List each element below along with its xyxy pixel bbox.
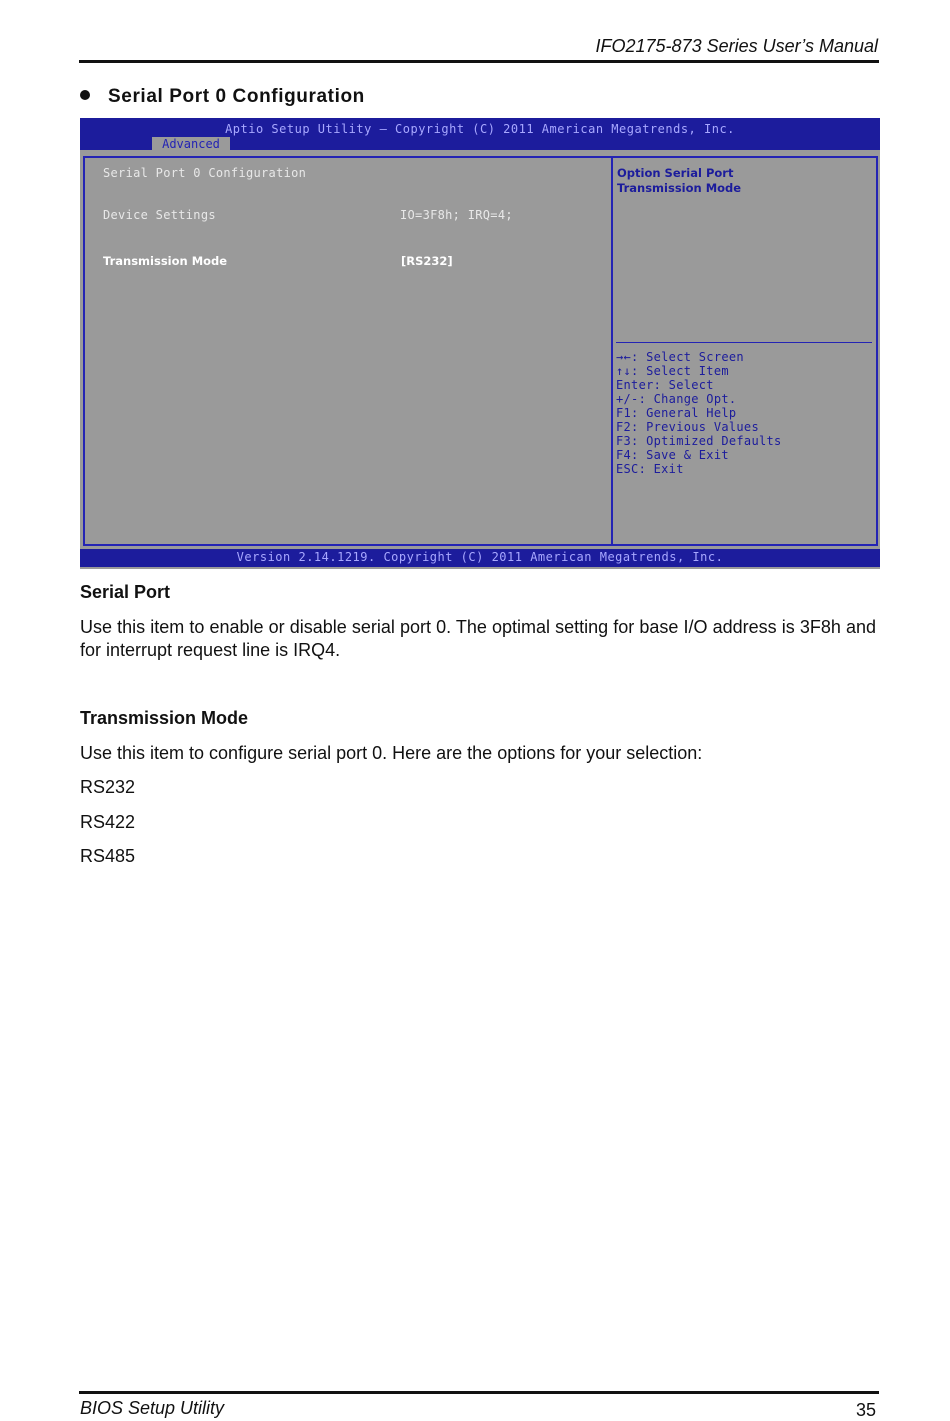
bios-screenshot (80, 118, 880, 569)
key-hint-f2: F2: Previous Values (616, 420, 759, 434)
transmission-mode-heading: Transmission Mode (80, 708, 249, 728)
device-settings-label: Device Settings (103, 208, 216, 222)
bios-title-bar: Aptio Setup Utility – Copyright (C) 2011 American Megatrends, Inc. (80, 118, 880, 136)
help-text-line2: Transmission Mode (617, 181, 742, 195)
section-heading (80, 86, 365, 108)
option-rs422: RS422 (80, 812, 136, 832)
bios-panel-divider (611, 156, 613, 546)
serial-port-description: Use this item to enable or disable serial port 0. The optimal setting for base I/O address is 3F8h and for interrupt request line is IRQ4. (80, 617, 876, 660)
bullet-icon (80, 90, 90, 100)
serial-port-heading: Serial Port (80, 582, 171, 602)
key-hint-f4: F4: Save & Exit (616, 448, 729, 462)
help-text-line1: Option Serial Port (617, 166, 734, 180)
footer-rule (79, 1391, 879, 1394)
key-hint-f3: F3: Optimized Defaults (616, 434, 782, 448)
page-number: 35 (855, 1400, 876, 1420)
key-hint-select-screen: →←: Select Screen (616, 350, 744, 364)
bios-help-divider (616, 342, 872, 343)
key-hint-select-item: ↑↓: Select Item (616, 364, 729, 378)
transmission-mode-description: Use this item to configure serial port 0. Here are the options for your selection: (80, 743, 703, 763)
bios-version-bar: Version 2.14.1219. Copyright (C) 2011 American Megatrends, Inc. (80, 549, 880, 567)
key-hint-enter: Enter: Select (616, 378, 714, 392)
key-hint-change-opt: +/-: Change Opt. (616, 392, 737, 406)
key-hint-esc: ESC: Exit (616, 462, 684, 476)
tab-advanced[interactable]: Advanced (152, 137, 230, 151)
option-rs485: RS485 (80, 846, 136, 866)
bios-screen-heading: Serial Port 0 Configuration (103, 166, 307, 180)
header-rule (79, 60, 879, 63)
transmission-mode-value[interactable]: [RS232] (401, 254, 453, 268)
option-rs232: RS232 (80, 777, 136, 797)
transmission-mode-item[interactable]: Transmission Mode (103, 254, 228, 268)
key-hint-f1: F1: General Help (616, 406, 737, 420)
device-settings-value: IO=3F8h; IRQ=4; (400, 208, 513, 222)
footer-chapter: BIOS Setup Utility (80, 1398, 225, 1418)
manual-title: IFO2175-873 Series User’s Manual (595, 36, 878, 56)
section-title: Serial Port 0 Configuration (108, 86, 365, 107)
